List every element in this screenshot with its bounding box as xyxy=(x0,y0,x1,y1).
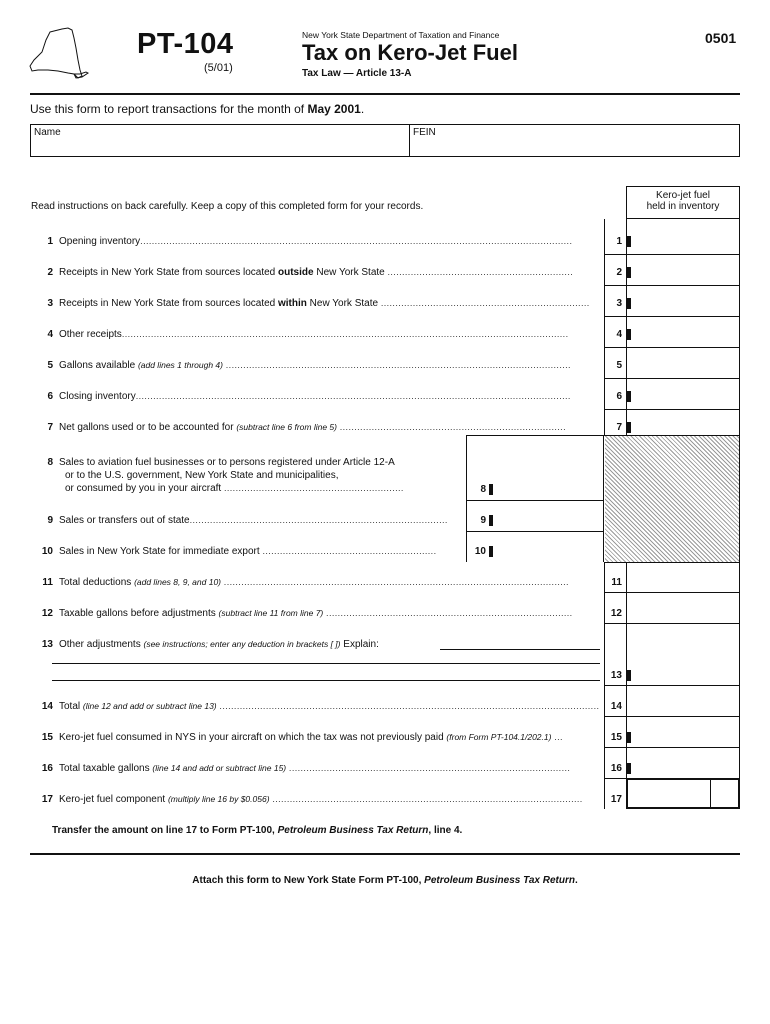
line-15-label: 15 Kero-jet fuel consumed in NYS in your aircraft on which the tax was not previously paid (from Form PT-104.1/202.1) ... xyxy=(31,732,563,743)
name-label: Name xyxy=(34,127,61,138)
line-number: 8 xyxy=(47,457,53,468)
row-rule xyxy=(466,531,604,532)
line-note: (multiply line 16 by $0.056) xyxy=(167,794,270,804)
transfer-text: , line 4. xyxy=(428,825,463,836)
line-11-label: 11 Total deductions (add lines 8, 9, and 10) ....................................................................................................................... xyxy=(31,577,569,588)
form-code: 0501 xyxy=(705,30,737,46)
line-8-input[interactable] xyxy=(494,470,602,498)
line-number: 9 xyxy=(47,515,53,526)
entry-marker xyxy=(627,422,631,433)
line-7-box-number: 7 xyxy=(616,422,622,433)
line-text: Total taxable gallons xyxy=(59,763,153,774)
line-14-box-number: 14 xyxy=(610,701,622,712)
transfer-note xyxy=(52,825,462,836)
footer-rule xyxy=(30,853,740,855)
form-number: PT-104 xyxy=(137,28,234,60)
line-text: Kero-jet fuel consumed in NYS in your aircraft on which the tax was not previously paid xyxy=(59,732,447,743)
line-10-input[interactable] xyxy=(494,534,602,560)
line-4-box-number: 4 xyxy=(616,329,622,340)
line-text: Sales in New York State for immediate export xyxy=(59,546,260,557)
explain-input-3[interactable] xyxy=(52,668,600,680)
line-3-label: 3 Receipts in New York State from sources located within New York State ........................................................................ xyxy=(31,298,590,309)
line-text: Opening inventory xyxy=(59,236,141,247)
line-text: Sales or transfers out of state xyxy=(59,515,190,526)
attach-note xyxy=(0,875,770,886)
entry-marker xyxy=(627,763,631,774)
line-text: Other receipts xyxy=(59,329,122,340)
entry-marker xyxy=(489,546,493,557)
entry-marker xyxy=(489,484,493,495)
line-number: 1 xyxy=(47,236,53,247)
line-5-label: 5 Gallons available (add lines 1 through 4) ....................................................................................................................... xyxy=(31,360,571,371)
line-number: 11 xyxy=(42,577,53,588)
line-text: Net gallons used or to be accounted for xyxy=(59,422,237,433)
explain-input-2[interactable] xyxy=(52,652,600,663)
line-note: (add lines 8, 9, and 10) xyxy=(134,577,222,587)
line-9-box-number: 9 xyxy=(480,515,486,526)
line-number: 17 xyxy=(41,794,53,805)
line-9-label: 9 Sales or transfers out of state......................................................................................... xyxy=(31,515,448,526)
line-text: Kero-jet fuel component xyxy=(59,794,168,805)
instructions-note: Read instructions on back carefully. Keep a copy of this completed form for your records. xyxy=(31,201,424,212)
line-7-input[interactable] xyxy=(632,411,738,434)
new-york-state-map-icon xyxy=(28,26,90,82)
line-17-label: 17 Kero-jet fuel component (multiply line 16 by $0.056) ........................................................................................................... xyxy=(31,794,583,805)
line-number: 3 xyxy=(47,298,53,309)
line-17-dollars-input[interactable] xyxy=(629,781,708,806)
entry-marker xyxy=(627,267,631,278)
line-2-box-number: 2 xyxy=(616,267,622,278)
column-header-line1: Kero-jet fuel xyxy=(656,190,710,201)
line-text: Total xyxy=(59,701,83,712)
line-text: New York State xyxy=(313,267,385,278)
line-13-label xyxy=(31,639,379,650)
line-16-box-number: 16 xyxy=(610,763,622,774)
line-number: 6 xyxy=(47,391,53,402)
cents-divider xyxy=(710,779,711,808)
attach-text: Attach this form to New York State Form PT-100, xyxy=(192,875,425,886)
line-1-label: 1 Opening inventory..................................................................................................................................................... xyxy=(31,236,572,247)
line-12-label: 12 Taxable gallons before adjustments (subtract line 11 from line 7) ..................................................................................... xyxy=(31,608,573,619)
entry-marker xyxy=(627,236,631,247)
form-revision: (5/01) xyxy=(204,62,233,74)
line-17-box-number: 17 xyxy=(610,794,622,805)
line-number: 4 xyxy=(47,329,53,340)
name-field[interactable] xyxy=(32,138,408,156)
line-text: Closing inventory xyxy=(59,391,136,402)
line-note: (see instructions; enter any deduction in brackets [ ]) xyxy=(143,639,341,649)
line-number: 13 xyxy=(41,639,53,650)
entry-marker xyxy=(489,515,493,526)
line-number: 15 xyxy=(41,732,53,743)
fein-label: FEIN xyxy=(413,127,436,138)
explain-line xyxy=(440,649,600,650)
line-number: 7 xyxy=(47,422,53,433)
line-7-label: 7 Net gallons used or to be accounted for (subtract line 6 from line 5) .............................................................................. xyxy=(31,422,566,433)
reporting-month: May 2001 xyxy=(307,102,361,116)
line-note: (subtract line 6 from line 5) xyxy=(236,422,337,432)
line-16-input[interactable] xyxy=(632,750,738,777)
attach-form-name: Petroleum Business Tax Return xyxy=(424,875,575,886)
line-text: New York State xyxy=(306,298,379,309)
line-15-box-number: 15 xyxy=(610,732,622,743)
line-16-label: 16 Total taxable gallons (line 14 and add or subtract line 15) ................................................................................................. xyxy=(31,763,570,774)
tax-law-reference: Tax Law — Article 13-A xyxy=(302,68,412,79)
line-14-input[interactable] xyxy=(628,688,738,715)
line-text-bold: within xyxy=(278,298,307,309)
line-text: or to the U.S. government, New York State and municipalities, xyxy=(65,470,339,481)
line-4-label: 4 Other receipts.......................................................................................................................................................... xyxy=(31,329,569,340)
entry-marker xyxy=(627,391,631,402)
transfer-form-name: Petroleum Business Tax Return xyxy=(277,825,429,836)
column-header-line2: held in inventory xyxy=(646,201,720,212)
explain-line xyxy=(52,680,600,681)
entry-marker xyxy=(627,329,631,340)
hatched-area xyxy=(605,436,739,562)
column-header-rule xyxy=(626,218,740,219)
intro-prefix: Use this form to report transactions for the month of xyxy=(30,102,308,116)
line-1-box-number: 1 xyxy=(616,236,622,247)
line-10-label: 10 Sales in New York State for immediate export ............................................................ xyxy=(31,546,436,557)
line-note: (line 14 and add or subtract line 15) xyxy=(152,763,287,773)
line-text: Receipts in New York State from sources located xyxy=(59,267,278,278)
line-6-box-number: 6 xyxy=(616,391,622,402)
line-15-input[interactable] xyxy=(632,719,738,746)
line-5-input[interactable] xyxy=(632,349,738,377)
line-text-bold: outside xyxy=(278,267,314,278)
line-12-input[interactable] xyxy=(628,595,738,622)
line-number: 12 xyxy=(41,608,53,619)
line-1-input[interactable] xyxy=(632,222,738,252)
line-5-box-number: 5 xyxy=(616,360,622,371)
line-text: Sales to aviation fuel businesses or to persons registered under Article 12-A xyxy=(59,457,395,468)
taxpayer-id-box xyxy=(30,124,740,157)
form-title: Tax on Kero-Jet Fuel xyxy=(302,40,518,65)
reporting-month-line xyxy=(30,102,364,116)
line-note: (line 12 and add or subtract line 13) xyxy=(82,701,217,711)
line-10-box-number: 10 xyxy=(474,546,486,557)
line-text: Total deductions xyxy=(59,577,135,588)
line-note: (add lines 1 through 4) xyxy=(137,360,223,370)
fein-field[interactable] xyxy=(411,138,739,156)
department-name: New York State Department of Taxation and Finance xyxy=(302,30,500,40)
intro-suffix: . xyxy=(360,102,365,116)
line-6-label: 6 Closing inventory...................................................................................................................................................... xyxy=(31,391,571,402)
line-2-input[interactable] xyxy=(632,256,738,284)
line-text: Gallons available xyxy=(59,360,138,371)
line-text: or consumed by you in your aircraft xyxy=(65,483,222,494)
line-number: 2 xyxy=(47,267,53,278)
line-17-cents-input[interactable] xyxy=(713,781,737,806)
line-3-box-number: 3 xyxy=(616,298,622,309)
line-3-input[interactable] xyxy=(632,287,738,315)
line-9-input[interactable] xyxy=(494,503,602,529)
transfer-text: Transfer the amount on line 17 to Form PT-100, xyxy=(52,825,278,836)
line-note: (from Form PT-104.1/202.1) xyxy=(446,732,552,742)
line-note: (subtract line 11 from line 7) xyxy=(218,608,324,618)
line-13-input[interactable] xyxy=(632,626,738,684)
line-text: Taxable gallons before adjustments xyxy=(59,608,219,619)
line-text: Receipts in New York State from sources located xyxy=(59,298,278,309)
line-14-label: 14 Total (line 12 and add or subtract line 13) ................................................................................................................................... xyxy=(31,701,599,712)
line-number: 16 xyxy=(41,763,53,774)
entry-marker xyxy=(627,732,631,743)
line-4-input[interactable] xyxy=(632,318,738,346)
id-box-divider xyxy=(409,125,410,156)
line-text: Other adjustments xyxy=(59,639,144,650)
line-2-label: 2 Receipts in New York State from sources located outside New York State ................................................................ xyxy=(31,267,573,278)
line-6-input[interactable] xyxy=(632,380,738,408)
line-8-label: 8 Sales to aviation fuel businesses or to persons registered under Article 12-A or to the U.S. government, New York State and municipalities, or consumed by you in your aircraft .............................................................. xyxy=(31,456,404,495)
line-number: 14 xyxy=(41,701,53,712)
line-12-box-number: 12 xyxy=(610,608,622,619)
entry-marker xyxy=(627,670,631,681)
entry-marker xyxy=(627,298,631,309)
line-11-box-number: 11 xyxy=(611,577,622,588)
explain-line xyxy=(52,663,600,664)
line-number-column xyxy=(604,219,626,435)
line-number: 10 xyxy=(41,546,53,557)
header-rule xyxy=(30,93,740,95)
line-11-input[interactable] xyxy=(628,565,738,591)
row-rule xyxy=(466,500,604,501)
line-text: Explain: xyxy=(340,639,379,650)
line-8-box-number: 8 xyxy=(480,484,486,495)
attach-text: . xyxy=(574,875,578,886)
line-number: 5 xyxy=(47,360,53,371)
explain-input-1[interactable] xyxy=(440,636,600,649)
line-13-box-number: 13 xyxy=(610,670,622,681)
